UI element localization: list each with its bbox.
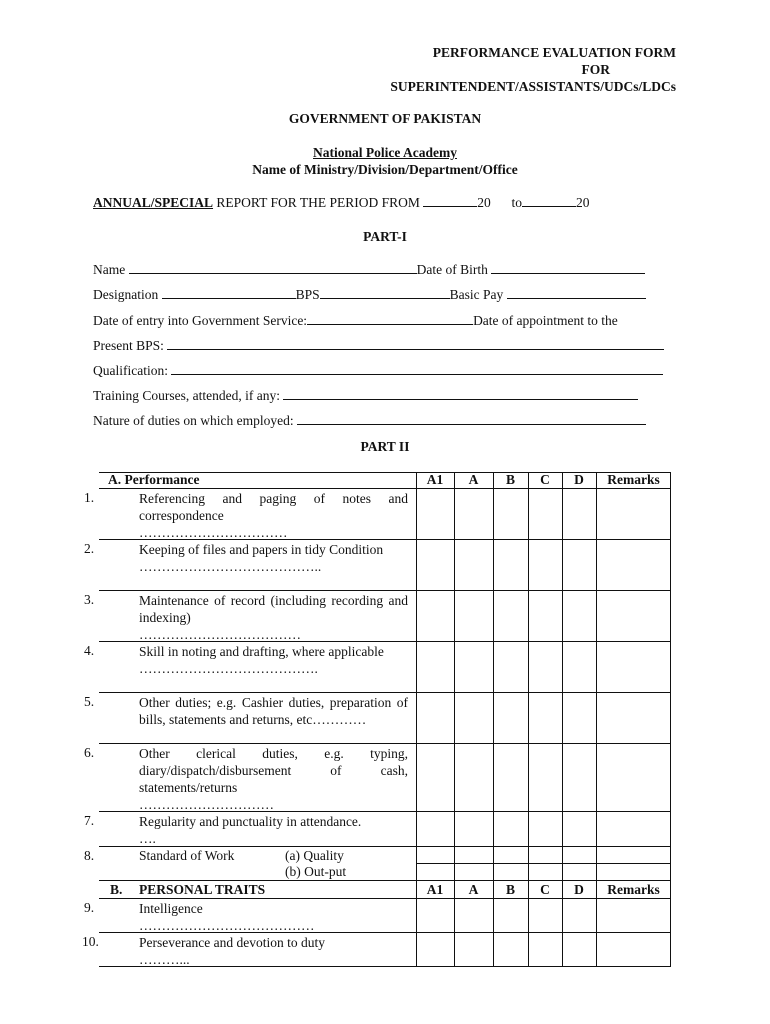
item-text: Standard of Work xyxy=(139,848,235,863)
name-row xyxy=(93,262,645,278)
training-row xyxy=(93,388,638,404)
basic-pay-label: Basic Pay xyxy=(449,287,507,302)
period-from-year: 20 xyxy=(477,195,491,210)
item-dots: ………………………………… xyxy=(139,918,315,933)
col-a1-header: A1 xyxy=(426,472,444,487)
col-a-header: A xyxy=(468,472,479,487)
period-to-label: to xyxy=(511,195,523,210)
section-b-letter: B. xyxy=(110,882,123,897)
dob-label: Date of Birth xyxy=(416,262,492,277)
nature-label: Nature of duties on which employed: xyxy=(93,413,297,428)
date-appointment-label: Date of appointment to the xyxy=(473,313,618,328)
date-entry-field[interactable] xyxy=(307,313,473,325)
col-d-header: D xyxy=(574,472,584,487)
item-dots: ………………………… xyxy=(139,797,274,812)
designation-field[interactable] xyxy=(162,287,296,299)
item-number: 9. xyxy=(84,900,95,915)
output-subitem: (b) Out-put xyxy=(285,864,347,879)
bps-label: BPS xyxy=(295,287,320,302)
item-number: 7. xyxy=(84,813,95,828)
item-dots: ………………………………….. xyxy=(139,559,322,574)
report-period-line xyxy=(93,195,590,211)
col-d-header: D xyxy=(574,882,584,897)
part2-heading: PART II xyxy=(360,439,410,454)
item-number: 2. xyxy=(84,541,95,556)
ministry-heading: Name of Ministry/Division/Department/Office xyxy=(252,162,518,177)
item-text: Intelligence ………………………………… xyxy=(139,901,315,933)
col-c-header: C xyxy=(540,472,550,487)
qualification-field[interactable] xyxy=(171,363,663,375)
government-heading: GOVERNMENT OF PAKISTAN xyxy=(288,111,482,126)
item-text: Keeping of files and papers in tidy Condition ………………………………….. xyxy=(139,542,384,574)
col-remarks-header: Remarks xyxy=(607,472,660,487)
form-title-for: FOR xyxy=(581,62,610,77)
col-b-header: B xyxy=(505,882,515,897)
item-number: 5. xyxy=(84,694,95,709)
item-number: 8. xyxy=(84,848,95,863)
item-dots: ……………………………… xyxy=(139,627,301,642)
item-dots: …. xyxy=(139,831,156,846)
item-dots: …………………………… xyxy=(139,525,288,540)
col-a-header: A xyxy=(468,882,479,897)
academy-name: National Police Academy xyxy=(313,145,457,160)
item-text: Maintenance of record (including recording and indexing) ……………………………… xyxy=(139,593,408,642)
col-c-header: C xyxy=(540,882,550,897)
name-label: Name xyxy=(93,262,129,277)
form-title-positions: SUPERINTENDENT/ASSISTANTS/UDCs/LDCs xyxy=(390,79,676,94)
present-bps-row xyxy=(93,338,664,354)
section-b-heading: PERSONAL TRAITS xyxy=(139,882,266,897)
training-label: Training Courses, attended, if any: xyxy=(93,388,284,403)
report-type: ANNUAL/SPECIAL xyxy=(93,195,214,210)
col-remarks-header: Remarks xyxy=(607,882,660,897)
item-number: 4. xyxy=(84,643,95,658)
qualification-row xyxy=(93,363,663,379)
date-entry-label: Date of entry into Government Service: xyxy=(93,313,308,328)
item-text: Skill in noting and drafting, where applicable …………………………………. xyxy=(139,644,384,676)
item-text: Referencing and paging of notes and correspondence …………………………… xyxy=(139,491,408,540)
item-number: 3. xyxy=(84,592,95,607)
designation-label: Designation xyxy=(93,287,162,302)
item-number: 10. xyxy=(82,934,99,949)
quality-subitem: (a) Quality xyxy=(285,848,344,863)
nature-field[interactable] xyxy=(297,413,646,425)
qualification-label: Qualification: xyxy=(93,363,172,378)
period-to-blank[interactable] xyxy=(522,195,576,207)
section-a-heading: A. Performance xyxy=(108,472,200,487)
designation-row xyxy=(93,287,646,303)
period-from-blank[interactable] xyxy=(423,195,477,207)
present-bps-field[interactable] xyxy=(167,338,664,350)
item-dots: ………... xyxy=(139,952,190,967)
form-title: PERFORMANCE EVALUATION FORM xyxy=(432,45,676,60)
part1-heading: PART-I xyxy=(363,229,407,244)
bps-field[interactable] xyxy=(320,287,450,299)
item-text: Other clerical duties, e.g. typing, diary/dispatch/disbursement of cash, statements/returns ………………………… xyxy=(139,746,408,812)
col-b-header: B xyxy=(505,472,515,487)
col-a1-header: A1 xyxy=(426,882,444,897)
period-to-year: 20 xyxy=(576,195,590,210)
item-number: 1. xyxy=(84,490,95,505)
item-text: Other duties; e.g. Cashier duties, preparation of bills, statements and returns, etc………… xyxy=(139,695,408,727)
report-period-label: REPORT FOR THE PERIOD FROM xyxy=(213,195,424,210)
dob-field[interactable] xyxy=(491,262,645,274)
item-text: Perseverance and devotion to duty ………... xyxy=(139,935,325,967)
name-field[interactable] xyxy=(129,262,417,274)
present-bps-label: Present BPS: xyxy=(93,338,168,353)
date-entry-row xyxy=(93,313,618,329)
basic-pay-field[interactable] xyxy=(507,287,646,299)
training-field[interactable] xyxy=(283,388,638,400)
item-number: 6. xyxy=(84,745,95,760)
item-dots: …………………………………. xyxy=(139,661,318,676)
nature-row xyxy=(93,413,646,429)
item-text: Regularity and punctuality in attendance. …. xyxy=(139,814,362,846)
